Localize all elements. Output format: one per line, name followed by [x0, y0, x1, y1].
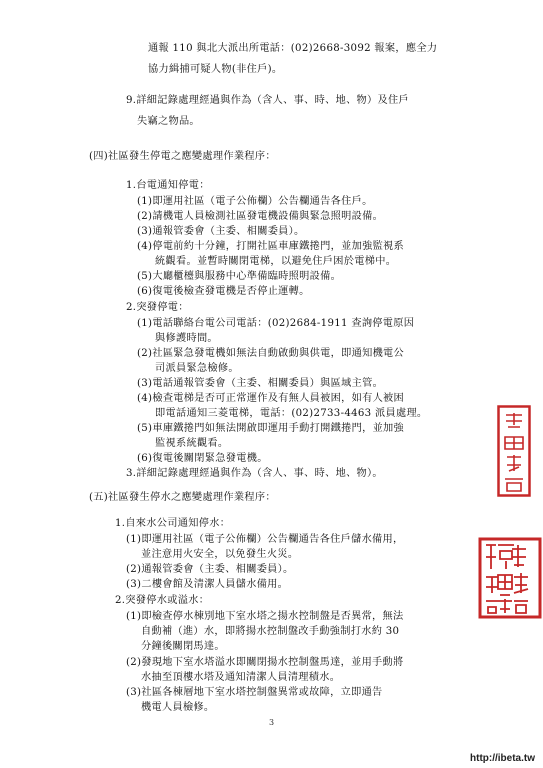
list-item: (4)檢查電梯是否可正常運作及有無人員被困，如有人被困 [137, 393, 405, 404]
list-item: (6)復電後關閉緊急發電機。 [137, 453, 268, 464]
list-item-continued: 即電話通知三菱電梯，電話：(02)2733-4463 派員處理。 [155, 408, 428, 419]
subsection-heading: 2.突發停水或溢水： [115, 595, 210, 606]
list-item: (2)社區緊急發電機如無法自動啟動與供電，即通知機電公 [137, 348, 405, 359]
seal-stamp-large [478, 537, 542, 619]
section-heading-5: (五)社區發生停水之應變處理作業程序： [89, 492, 276, 503]
text-line: 協力緝捕可疑人物(非住戶)。 [148, 64, 283, 75]
list-item: (3)通報管委會（主委、相關委員）。 [137, 226, 305, 237]
list-item-continued: 分鐘後關閉馬達。 [141, 641, 225, 652]
list-item: (1)即運用社區（電子公佈欄）公告欄通告各住戶。 [137, 196, 373, 207]
list-item: (5)車庫鐵捲門如無法開啟即運用手動打開鐵捲門，並加強 [137, 423, 405, 434]
watermark-url: http://ibeta.tw [470, 753, 535, 764]
list-item: (2)通報管委會（主委、相關委員）。 [126, 564, 294, 575]
list-item: (3)社區各棟層地下室水塔控制盤異常或故障，立即通告 [126, 687, 383, 698]
list-item: (2)請機電人員檢測社區發電機設備與緊急照明設備。 [137, 211, 384, 222]
list-item: (4)停電前約十分鐘，打開社區車庫鐵捲門，並加強監視系 [137, 241, 405, 252]
subsection-heading: 1.自來水公司通知停水： [115, 518, 231, 529]
list-item: (3)電話通報管委會（主委、相關委員）與區域主管。 [137, 378, 384, 389]
list-item: (1)即運用社區（電子公佈欄）公告欄通告各住戶儲水備用， [126, 534, 404, 545]
page-number: 3 [269, 718, 275, 727]
list-item: (1)即檢查停水棟別地下室水塔之揚水控制盤是否異常，無法 [126, 611, 404, 622]
text-line: 失竊之物品。 [137, 116, 200, 127]
list-item-continued: 水抽至頂樓水塔及通知清潔人員清理積水。 [141, 672, 341, 683]
text-line: 9.詳細記錄處理經過與作為（含人、事、時、地、物）及住戶 [126, 95, 409, 106]
list-item: (6)復電後檢查發電機是否停止運轉。 [137, 286, 310, 297]
subsection-heading: 3.詳細記錄處理經過與作為（含人、事、時、地、物）。 [126, 468, 383, 479]
list-item-continued: 司派員緊急檢修。 [155, 363, 239, 374]
section-heading-4: (四)社區發生停電之應變處理作業程序： [89, 151, 276, 162]
text-line: 通報 110 與北大派出所電話：(02)2668-3092 報案，應全力 [148, 43, 438, 54]
list-item: (1)電話聯絡台電公司電話：(02)2684-1911 查詢停電原因 [137, 318, 415, 329]
seal-stamp-small [497, 405, 531, 497]
list-item: (5)大廳櫃檯與服務中心準備臨時照明設備。 [137, 271, 342, 282]
list-item-continued: 並注意用火安全，以免發生火災。 [141, 549, 299, 560]
list-item-continued: 自動補（進）水，即將揚水控制盤改手動強制打水約 30 [141, 626, 400, 637]
list-item: (2)發現地下室水塔溢水即關閉揚水控制盤馬達，並用手動將 [126, 657, 404, 668]
list-item-continued: 與修護時間。 [155, 333, 218, 344]
subsection-heading: 2.突發停電： [126, 302, 189, 313]
list-item-continued: 監視系統觀看。 [155, 438, 229, 449]
subsection-heading: 1.台電通知停電： [126, 180, 210, 191]
list-item-continued: 統觀看。並暫時關閉電梯，以避免住戶困於電梯中。 [155, 256, 397, 267]
list-item: (3)二樓會館及清潔人員儲水備用。 [126, 579, 289, 590]
list-item-continued: 機電人員檢修。 [141, 702, 215, 713]
